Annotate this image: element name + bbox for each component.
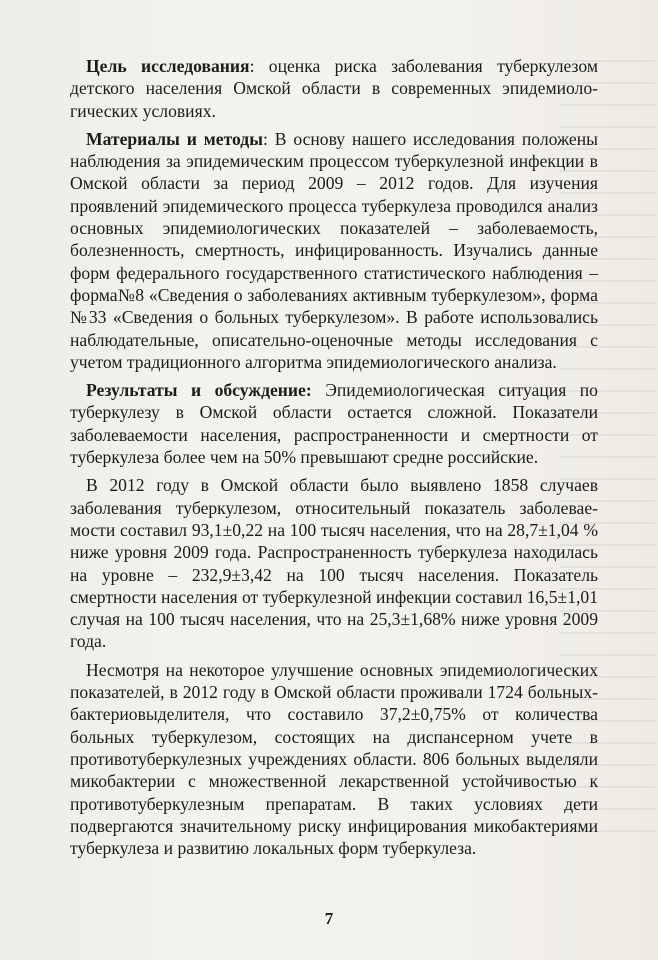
paragraph-results-text: Эпидемиологическая ситуация по туберкулезу в Омской области остается сложной. Показатели заболеваемости населения, распространенности и смертности от туберкулеза более чем на 50% превышают средне российские. <box>70 380 598 468</box>
paragraph-risk <box>70 659 598 860</box>
heading-methods: Материалы и методы <box>86 128 263 149</box>
heading-aim: Цель исследования <box>86 56 250 76</box>
paragraph-2012-statistics-text: В 2012 году в Омской области было выявлено 1858 случаев заболевания туберкулезом, относительный показатель заболеваемости составил 93,1±0,22 на 100 тысяч населения, что на 28,7±1,04 % ниже уровня 2009 года. Распространенность туберкулеза находилась на уровне – 232,9±3,42 на 100 тысяч населения. Показатель смертности населения от туберкулезной инфекции составил 16,5±1,01 случая на 100 тысяч населения, что на 25,3±1,68% ниже уровня 2009 года. <box>70 475 598 652</box>
paragraph-aim-text: : оценка риска заболевания туберкулезом детского населения Омской области в современных эпидемиологических условиях. <box>70 56 598 121</box>
paragraph-results <box>70 379 598 468</box>
heading-results: Результаты и обсуждение: <box>86 380 312 401</box>
page-number: 7 <box>324 909 334 928</box>
paragraph-aim <box>70 55 598 122</box>
paragraph-2012-statistics <box>70 474 598 652</box>
paragraph-risk-text: Несмотря на некоторое улучшение основных эпидемиологических показателей, в 2012 году в Омской области проживали 1724 больных-бактериовыделителя, что составило 37,2±0,75% от количества больных туберкулезом, состоящих на диспансерном учете в противотуберкулезных учреждениях области. 806 больных выделяли микобактерии с множественной лекарственной устойчивостью к противотуберкулезным препаратам. В таких условиях дети подвергаются значительному риску инфицирования микобактериями туберкулеза и развитию локальных форм туберкулеза. <box>70 659 598 859</box>
page-body <box>70 55 598 865</box>
paragraph-methods <box>70 128 598 373</box>
paragraph-methods-text: : В основу нашего исследования положены наблюдения за эпидемическим процессом туберкулезной инфекции в Омской области за период 2009 – 2012 годов. Для изучения проявлений эпидемического процесса туберкулеза проводился анализ основных эпидемиологических показателей – заболеваемость, болезненность, смертность, инфицированность. Изучались данные форм федерального государственного статистического наблюдения – форма№8 «Сведения о заболеваниях активным туберкулезом», форма №33 «Сведения о больных туберкулезом». В работе использовались наблюдательные, описательно-оценочные методы исследования с учетом традиционного алгоритма эпидемиологического анализа. <box>70 128 598 372</box>
